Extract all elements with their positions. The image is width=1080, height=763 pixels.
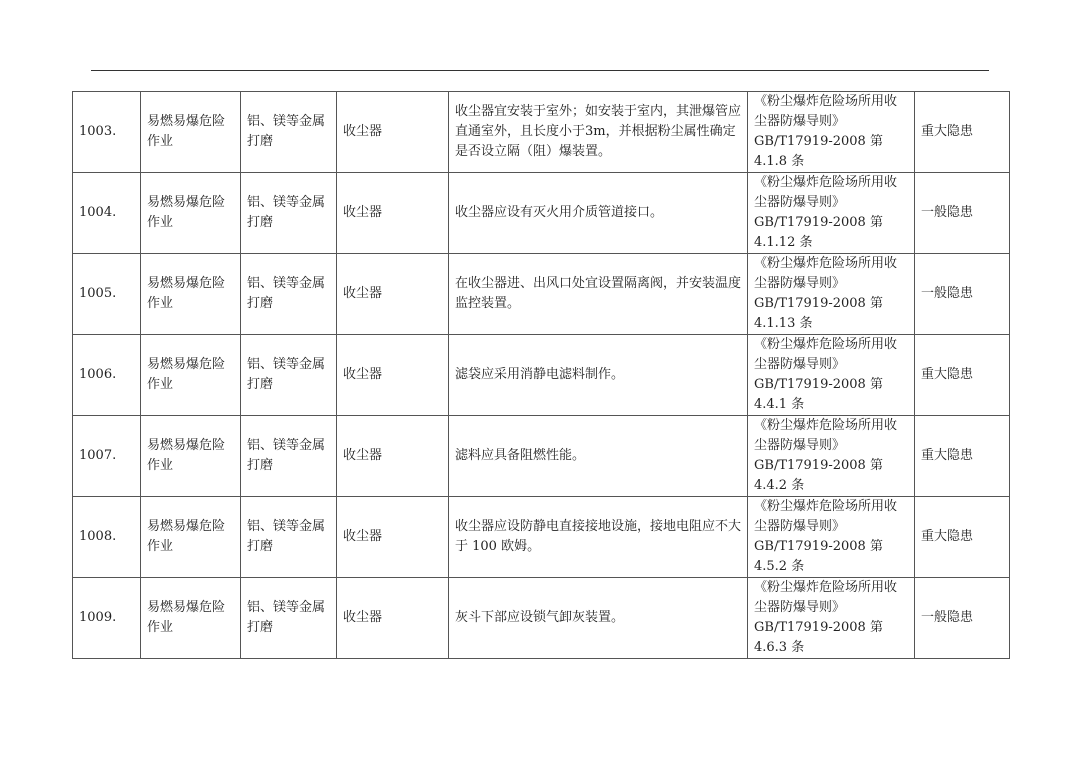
hazard-category: 易燃易爆危险作业 bbox=[141, 254, 241, 335]
requirement: 在收尘器进、出风口处宜设置隔离阀，并安装温度监控装置。 bbox=[449, 254, 748, 335]
process: 铝、镁等金属打磨 bbox=[241, 416, 337, 497]
table-row bbox=[73, 497, 1010, 578]
requirement: 灰斗下部应设锁气卸灰装置。 bbox=[449, 578, 748, 659]
header-rule bbox=[91, 70, 989, 71]
hazard-category: 易燃易爆危险作业 bbox=[141, 173, 241, 254]
hazard-category: 易燃易爆危险作业 bbox=[141, 335, 241, 416]
row-number: 1003. bbox=[73, 92, 141, 173]
row-number: 1004. bbox=[73, 173, 141, 254]
table-row bbox=[73, 578, 1010, 659]
process: 铝、镁等金属打磨 bbox=[241, 92, 337, 173]
table-row bbox=[73, 254, 1010, 335]
hazard-level: 重大隐患 bbox=[915, 92, 1010, 173]
equipment: 收尘器 bbox=[337, 173, 449, 254]
row-number: 1006. bbox=[73, 335, 141, 416]
standard-basis: 《粉尘爆炸危险场所用收尘器防爆导则》GB/T17919-2008 第 4.1.13 条 bbox=[748, 254, 915, 335]
hazard-category: 易燃易爆危险作业 bbox=[141, 497, 241, 578]
process: 铝、镁等金属打磨 bbox=[241, 335, 337, 416]
standard-basis: 《粉尘爆炸危险场所用收尘器防爆导则》GB/T17919-2008 第 4.5.2 条 bbox=[748, 497, 915, 578]
process: 铝、镁等金属打磨 bbox=[241, 173, 337, 254]
process: 铝、镁等金属打磨 bbox=[241, 497, 337, 578]
standard-basis: 《粉尘爆炸危险场所用收尘器防爆导则》GB/T17919-2008 第 4.1.8 条 bbox=[748, 92, 915, 173]
row-number: 1009. bbox=[73, 578, 141, 659]
table-row bbox=[73, 173, 1010, 254]
row-number: 1007. bbox=[73, 416, 141, 497]
table-row bbox=[73, 416, 1010, 497]
hazard-level: 一般隐患 bbox=[915, 173, 1010, 254]
standard-basis: 《粉尘爆炸危险场所用收尘器防爆导则》GB/T17919-2008 第 4.1.12 条 bbox=[748, 173, 915, 254]
hazard-level: 一般隐患 bbox=[915, 578, 1010, 659]
equipment: 收尘器 bbox=[337, 254, 449, 335]
requirement: 收尘器应设防静电直接接地设施，接地电阻应不大于 100 欧姆。 bbox=[449, 497, 748, 578]
requirement: 收尘器宜安装于室外；如安装于室内，其泄爆管应直通室外，且长度小于3m，并根据粉尘属性确定是否设立隔（阻）爆装置。 bbox=[449, 92, 748, 173]
process: 铝、镁等金属打磨 bbox=[241, 578, 337, 659]
hazard-level: 重大隐患 bbox=[915, 497, 1010, 578]
row-number: 1005. bbox=[73, 254, 141, 335]
hazard-category: 易燃易爆危险作业 bbox=[141, 416, 241, 497]
process: 铝、镁等金属打磨 bbox=[241, 254, 337, 335]
equipment: 收尘器 bbox=[337, 416, 449, 497]
hazard-level: 重大隐患 bbox=[915, 335, 1010, 416]
hazard-level: 一般隐患 bbox=[915, 254, 1010, 335]
hazard-category: 易燃易爆危险作业 bbox=[141, 92, 241, 173]
equipment: 收尘器 bbox=[337, 92, 449, 173]
hazard-table bbox=[72, 91, 1010, 659]
table-row bbox=[73, 335, 1010, 416]
requirement: 收尘器应设有灭火用介质管道接口。 bbox=[449, 173, 748, 254]
requirement: 滤袋应采用消静电滤料制作。 bbox=[449, 335, 748, 416]
standard-basis: 《粉尘爆炸危险场所用收尘器防爆导则》GB/T17919-2008 第 4.6.3 条 bbox=[748, 578, 915, 659]
table-row bbox=[73, 92, 1010, 173]
hazard-level: 重大隐患 bbox=[915, 416, 1010, 497]
equipment: 收尘器 bbox=[337, 335, 449, 416]
requirement: 滤料应具备阻燃性能。 bbox=[449, 416, 748, 497]
equipment: 收尘器 bbox=[337, 578, 449, 659]
equipment: 收尘器 bbox=[337, 497, 449, 578]
row-number: 1008. bbox=[73, 497, 141, 578]
standard-basis: 《粉尘爆炸危险场所用收尘器防爆导则》GB/T17919-2008 第 4.4.2 条 bbox=[748, 416, 915, 497]
hazard-category: 易燃易爆危险作业 bbox=[141, 578, 241, 659]
standard-basis: 《粉尘爆炸危险场所用收尘器防爆导则》GB/T17919-2008 第 4.4.1 条 bbox=[748, 335, 915, 416]
